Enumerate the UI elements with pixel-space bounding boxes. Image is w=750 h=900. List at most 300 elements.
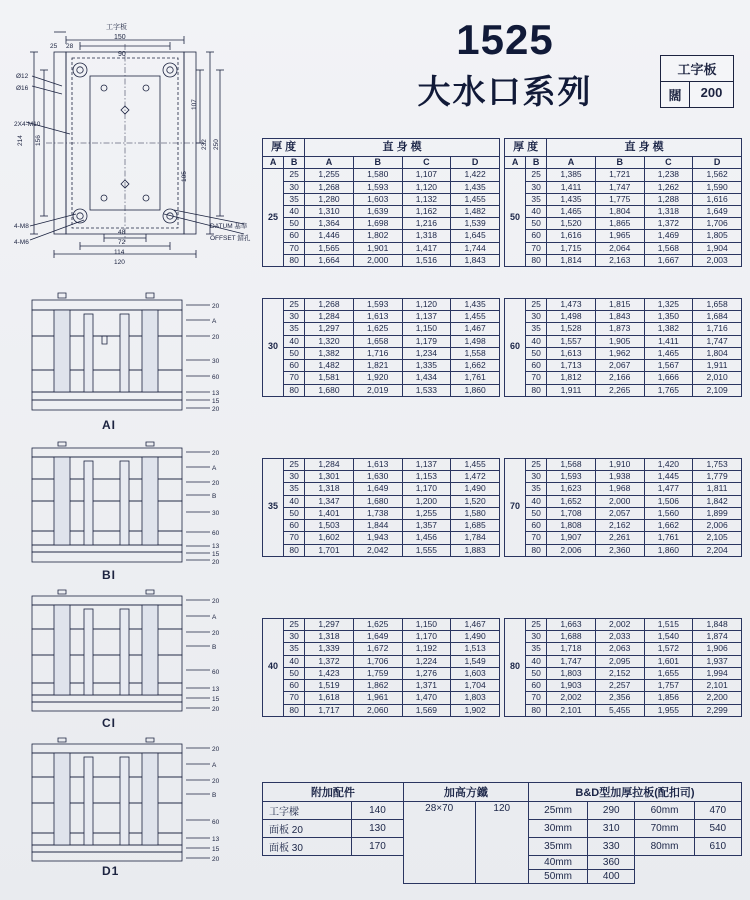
table-row (263, 372, 500, 384)
cell-value: 1,843 (595, 311, 644, 323)
cell-value: 1,663 (547, 619, 596, 631)
cell-thickness-b: 70 (526, 242, 547, 254)
svg-text:250: 250 (213, 139, 220, 150)
table-row (263, 347, 500, 359)
svg-text:20: 20 (212, 746, 220, 753)
subheader-col: B (353, 156, 402, 169)
table-row (263, 680, 500, 692)
cell-value: 1,255 (305, 169, 354, 181)
cell-value: 1,533 (402, 384, 451, 396)
bd-size-2: 80mm (635, 838, 694, 856)
cell-value: 1,804 (693, 347, 742, 359)
cell-value: 1,467 (451, 323, 500, 335)
cell-value: 1,382 (305, 347, 354, 359)
cell-value: 1,856 (644, 692, 693, 704)
cell-value: 1,938 (595, 471, 644, 483)
dimension-block (262, 458, 500, 557)
bd-price-1: 290 (588, 802, 635, 820)
table-row (505, 532, 742, 544)
subheader-col: D (693, 156, 742, 169)
cell-value: 2,060 (353, 704, 402, 716)
cell-value: 1,761 (644, 532, 693, 544)
cell-value: 1,540 (644, 631, 693, 643)
cell-value: 1,417 (402, 242, 451, 254)
cell-value: 1,569 (402, 704, 451, 716)
cell-value: 1,667 (644, 254, 693, 266)
cell-value: 2,002 (547, 692, 596, 704)
cell-value: 1,137 (402, 311, 451, 323)
cell-value: 1,179 (402, 335, 451, 347)
cell-thickness-b: 30 (284, 471, 305, 483)
table-subheader-row (505, 156, 742, 169)
svg-text:20: 20 (212, 406, 220, 413)
table-row (263, 242, 500, 254)
dimension-table (504, 618, 742, 717)
cell-value: 1,516 (402, 254, 451, 266)
cell-thickness-b: 40 (526, 495, 547, 507)
cell-value: 2,019 (353, 384, 402, 396)
cell-value: 1,310 (305, 206, 354, 218)
cell-value: 1,435 (451, 181, 500, 193)
dimension-tables (262, 138, 742, 770)
svg-text:20: 20 (212, 559, 220, 566)
cell-thickness-b: 35 (526, 323, 547, 335)
table-row (263, 520, 500, 532)
cell-value: 2,033 (595, 631, 644, 643)
cell-value: 1,961 (353, 692, 402, 704)
cell-value: 1,685 (451, 520, 500, 532)
cell-value: 1,297 (305, 619, 354, 631)
cell-value: 1,435 (547, 193, 596, 205)
cell-value: 1,761 (451, 372, 500, 384)
cell-value: 1,255 (402, 507, 451, 519)
cell-value: 1,616 (547, 230, 596, 242)
svg-text:30: 30 (212, 358, 220, 365)
cell-thickness-b: 80 (526, 254, 547, 266)
cell-thickness-a: 30 (263, 299, 284, 397)
cell-thickness-a: 50 (505, 169, 526, 267)
square-iron-spec: 28×70 (403, 802, 475, 884)
cell-value: 1,284 (305, 311, 354, 323)
table-row (263, 495, 500, 507)
cell-value: 2,006 (693, 520, 742, 532)
cell-value: 1,465 (644, 347, 693, 359)
table-row (505, 372, 742, 384)
cell-value: 1,371 (402, 680, 451, 692)
cell-value: 1,753 (693, 459, 742, 471)
square-iron-title: 加高方鐵 (403, 783, 528, 802)
cell-value: 1,775 (595, 193, 644, 205)
cell-value: 1,192 (402, 643, 451, 655)
cell-thickness-b: 25 (526, 459, 547, 471)
svg-text:214: 214 (17, 135, 24, 146)
cell-value: 1,318 (305, 483, 354, 495)
table-row (263, 254, 500, 266)
cell-value: 2,261 (595, 532, 644, 544)
bd-size-1: 30mm (528, 820, 587, 838)
svg-text:Ø16: Ø16 (16, 85, 29, 92)
table-row (505, 544, 742, 556)
cell-value: 1,630 (353, 471, 402, 483)
cell-value: 2,105 (693, 532, 742, 544)
svg-text:25: 25 (50, 43, 58, 50)
cell-thickness-b: 35 (526, 483, 547, 495)
cell-value: 1,455 (451, 459, 500, 471)
bd-size-1: 50mm (528, 870, 587, 884)
svg-text:B: B (212, 792, 217, 799)
cell-value: 1,560 (644, 507, 693, 519)
cell-value: 1,515 (644, 619, 693, 631)
cell-thickness-b: 50 (284, 667, 305, 679)
cell-value: 1,482 (305, 360, 354, 372)
cell-value: 1,469 (644, 230, 693, 242)
table-row (263, 230, 500, 242)
svg-text:15: 15 (212, 846, 220, 853)
cell-value: 2,152 (595, 667, 644, 679)
bd-price-1: 310 (588, 820, 635, 838)
cell-value: 1,713 (547, 360, 596, 372)
bd-size-2: 70mm (635, 820, 694, 838)
footer-row (263, 802, 742, 820)
cell-value: 1,593 (353, 299, 402, 311)
cell-value: 1,698 (353, 218, 402, 230)
cell-value: 1,456 (402, 532, 451, 544)
cell-value: 1,645 (451, 230, 500, 242)
cell-value: 1,549 (451, 655, 500, 667)
header-thickness: 厚 度 (263, 139, 305, 157)
table-row (505, 299, 742, 311)
cell-value: 1,994 (693, 667, 742, 679)
bd-price-1: 330 (588, 838, 635, 856)
cell-value: 1,435 (451, 299, 500, 311)
cell-value: 1,411 (547, 181, 596, 193)
cell-value: 1,434 (402, 372, 451, 384)
cell-thickness-b: 60 (284, 520, 305, 532)
cell-value: 1,467 (451, 619, 500, 631)
cell-value: 2,166 (595, 372, 644, 384)
cell-value: 1,747 (547, 655, 596, 667)
cell-value: 1,721 (595, 169, 644, 181)
cell-thickness-b: 70 (526, 692, 547, 704)
cell-value: 1,759 (353, 667, 402, 679)
subheader-col: A (547, 156, 596, 169)
cell-value: 1,906 (693, 643, 742, 655)
table-row (263, 667, 500, 679)
cell-thickness-b: 30 (284, 181, 305, 193)
svg-text:114: 114 (114, 249, 125, 256)
table-row (263, 459, 500, 471)
cell-value: 1,911 (693, 360, 742, 372)
cell-value: 1,843 (451, 254, 500, 266)
cell-value: 1,335 (402, 360, 451, 372)
cell-value: 1,718 (547, 643, 596, 655)
plan-view-drawing (14, 14, 254, 269)
accessories-title: 附加配件 (263, 783, 404, 802)
cell-value: 1,672 (353, 643, 402, 655)
cell-value: 1,662 (451, 360, 500, 372)
table-row (505, 680, 742, 692)
cell-thickness-b: 30 (526, 181, 547, 193)
cell-thickness-b: 25 (526, 299, 547, 311)
cell-thickness-b: 80 (284, 254, 305, 266)
table-row (505, 483, 742, 495)
cell-value: 1,808 (547, 520, 596, 532)
dimension-block (504, 138, 742, 267)
cell-value: 1,150 (402, 323, 451, 335)
cell-thickness-b: 80 (526, 704, 547, 716)
cell-value: 1,613 (547, 347, 596, 359)
cell-value: 1,446 (305, 230, 354, 242)
cell-value: 1,688 (547, 631, 596, 643)
cell-value: 1,811 (693, 483, 742, 495)
technical-drawing-panel (8, 8, 258, 888)
cell-value: 1,903 (547, 680, 596, 692)
svg-text:60: 60 (212, 374, 220, 381)
svg-text:90: 90 (118, 51, 126, 58)
cell-value: 1,662 (644, 520, 693, 532)
cell-value: 1,905 (595, 335, 644, 347)
dimension-block (504, 618, 742, 717)
cell-value: 1,224 (402, 655, 451, 667)
cell-thickness-b: 50 (526, 218, 547, 230)
subheader-a: A (263, 156, 284, 169)
accessory-name: 面板 30 (263, 838, 352, 856)
cell-value: 1,613 (353, 459, 402, 471)
subheader-a: A (505, 156, 526, 169)
cell-value: 1,288 (644, 193, 693, 205)
cell-value: 2,057 (595, 507, 644, 519)
cell-value: 1,107 (402, 169, 451, 181)
svg-text:20: 20 (212, 303, 220, 310)
corner-row1-label: 工字板 (677, 62, 717, 77)
cell-value: 1,470 (402, 692, 451, 704)
title-series-name: 大水口系列 (417, 73, 593, 111)
cell-value: 1,528 (547, 323, 596, 335)
dimension-table (262, 138, 500, 267)
corner-width-value: 200 (700, 85, 723, 100)
cell-value: 1,472 (451, 471, 500, 483)
cell-value: 1,455 (451, 311, 500, 323)
cell-value: 1,639 (353, 206, 402, 218)
cell-thickness-b: 35 (284, 193, 305, 205)
table-row (505, 704, 742, 716)
cell-value: 1,603 (353, 193, 402, 205)
cell-value: 1,779 (693, 471, 742, 483)
subheader-col: C (644, 156, 693, 169)
table-row (505, 360, 742, 372)
cell-value: 1,320 (305, 335, 354, 347)
cell-value: 1,649 (353, 483, 402, 495)
table-row (505, 643, 742, 655)
cell-value: 1,744 (451, 242, 500, 254)
cell-value: 2,042 (353, 544, 402, 556)
cell-value: 1,411 (644, 335, 693, 347)
cell-value: 1,701 (305, 544, 354, 556)
cell-thickness-a: 40 (263, 619, 284, 717)
cell-value: 1,603 (451, 667, 500, 679)
dimension-block (262, 298, 500, 397)
svg-text:A: A (212, 614, 217, 621)
cell-value: 1,943 (353, 532, 402, 544)
cell-thickness-b: 30 (526, 631, 547, 643)
cell-value: 1,625 (353, 323, 402, 335)
svg-text:30: 30 (212, 510, 220, 517)
cell-value: 1,649 (693, 206, 742, 218)
square-iron-value: 120 (475, 802, 528, 884)
cell-value: 1,262 (644, 181, 693, 193)
cell-value: 1,684 (693, 311, 742, 323)
cell-value: 1,803 (451, 692, 500, 704)
cell-value: 1,704 (451, 680, 500, 692)
cell-value: 1,658 (353, 335, 402, 347)
cell-thickness-b: 35 (284, 643, 305, 655)
svg-text:4-M8: 4-M8 (14, 223, 29, 230)
bd-size-1: 40mm (528, 856, 587, 870)
cell-thickness-b: 80 (284, 704, 305, 716)
table-row (505, 206, 742, 218)
cell-value: 1,565 (305, 242, 354, 254)
bd-price-1: 360 (588, 856, 635, 870)
cell-value: 1,865 (595, 218, 644, 230)
accessory-value: 170 (352, 838, 404, 856)
cell-thickness-b: 70 (284, 242, 305, 254)
dimension-table (504, 458, 742, 557)
cell-value: 1,580 (353, 169, 402, 181)
svg-text:60: 60 (212, 530, 220, 537)
cell-value: 1,862 (353, 680, 402, 692)
view-label-bi: BI (102, 568, 116, 582)
cell-thickness-b: 80 (526, 384, 547, 396)
table-row (505, 459, 742, 471)
cell-value: 1,602 (305, 532, 354, 544)
cell-value: 1,962 (595, 347, 644, 359)
cell-thickness-b: 50 (526, 507, 547, 519)
cell-value: 1,765 (644, 384, 693, 396)
cell-value: 1,520 (451, 495, 500, 507)
cell-value: 1,715 (547, 242, 596, 254)
svg-text:DATUM 基準: DATUM 基準 (210, 223, 248, 230)
cell-value: 1,503 (305, 520, 354, 532)
cell-thickness-b: 35 (526, 193, 547, 205)
svg-text:120: 120 (114, 259, 125, 266)
cell-thickness-b: 40 (526, 206, 547, 218)
cell-value: 1,717 (305, 704, 354, 716)
table-row (505, 631, 742, 643)
cell-value: 1,649 (353, 631, 402, 643)
cell-value: 1,170 (402, 483, 451, 495)
table-row (263, 323, 500, 335)
table-row (263, 471, 500, 483)
cell-value: 1,372 (644, 218, 693, 230)
accessory-name: 面板 20 (263, 820, 352, 838)
cell-value: 1,568 (644, 242, 693, 254)
cell-value: 1,568 (547, 459, 596, 471)
cell-value: 1,268 (305, 181, 354, 193)
cell-value: 1,883 (451, 544, 500, 556)
cell-value: 1,473 (547, 299, 596, 311)
cell-value: 2,257 (595, 680, 644, 692)
dimension-table (262, 458, 500, 557)
cell-thickness-a: 25 (263, 169, 284, 267)
table-row (505, 520, 742, 532)
cell-thickness-b: 50 (526, 667, 547, 679)
svg-text:107: 107 (191, 99, 198, 110)
cell-value: 1,907 (547, 532, 596, 544)
svg-text:20: 20 (212, 778, 220, 785)
cell-value: 1,616 (693, 193, 742, 205)
cell-value: 1,590 (693, 181, 742, 193)
cell-value: 1,445 (644, 471, 693, 483)
cell-value: 1,234 (402, 347, 451, 359)
cell-thickness-b: 60 (526, 360, 547, 372)
cell-value: 1,339 (305, 643, 354, 655)
svg-text:20: 20 (212, 480, 220, 487)
cell-thickness-b: 25 (284, 619, 305, 631)
cell-value: 1,842 (693, 495, 742, 507)
cell-value: 2,010 (693, 372, 742, 384)
cell-value: 1,848 (693, 619, 742, 631)
table-row (505, 335, 742, 347)
cell-value: 1,513 (451, 643, 500, 655)
cell-value: 1,910 (595, 459, 644, 471)
cell-value: 1,557 (547, 335, 596, 347)
cell-value: 1,805 (693, 230, 742, 242)
table-row (263, 206, 500, 218)
svg-text:A: A (212, 318, 217, 325)
cell-value: 1,420 (644, 459, 693, 471)
cell-value: 2,356 (595, 692, 644, 704)
subheader-col: C (402, 156, 451, 169)
cell-value: 1,901 (353, 242, 402, 254)
cell-thickness-b: 25 (284, 299, 305, 311)
cell-thickness-b: 40 (526, 335, 547, 347)
svg-text:156: 156 (35, 135, 42, 146)
cell-thickness-a: 60 (505, 299, 526, 397)
cell-value: 1,821 (353, 360, 402, 372)
cell-value: 1,814 (547, 254, 596, 266)
cell-value: 1,238 (644, 169, 693, 181)
cell-value: 1,423 (305, 667, 354, 679)
cell-value: 1,899 (693, 507, 742, 519)
cell-value: 1,200 (402, 495, 451, 507)
cell-value: 1,680 (353, 495, 402, 507)
cell-thickness-b: 70 (284, 532, 305, 544)
table-row (263, 643, 500, 655)
cell-value: 1,498 (451, 335, 500, 347)
bd-price-2: 610 (694, 838, 741, 856)
cell-value: 1,593 (547, 471, 596, 483)
cell-value: 2,109 (693, 384, 742, 396)
cell-value: 1,904 (693, 242, 742, 254)
table-row (263, 692, 500, 704)
cell-thickness-b: 40 (284, 335, 305, 347)
view-label-ci: CI (102, 716, 116, 730)
cell-value: 1,385 (547, 169, 596, 181)
cell-thickness-b: 35 (284, 483, 305, 495)
cell-value: 1,284 (305, 459, 354, 471)
cell-thickness-b: 50 (526, 347, 547, 359)
cell-value: 1,955 (644, 704, 693, 716)
table-row (263, 193, 500, 205)
cell-value: 1,580 (451, 507, 500, 519)
cell-value: 1,860 (451, 384, 500, 396)
cell-value: 1,666 (644, 372, 693, 384)
table-row (505, 193, 742, 205)
cell-value: 1,803 (547, 667, 596, 679)
svg-text:72: 72 (118, 239, 126, 246)
view-label-ai: AI (102, 418, 116, 432)
cell-value: 1,150 (402, 619, 451, 631)
